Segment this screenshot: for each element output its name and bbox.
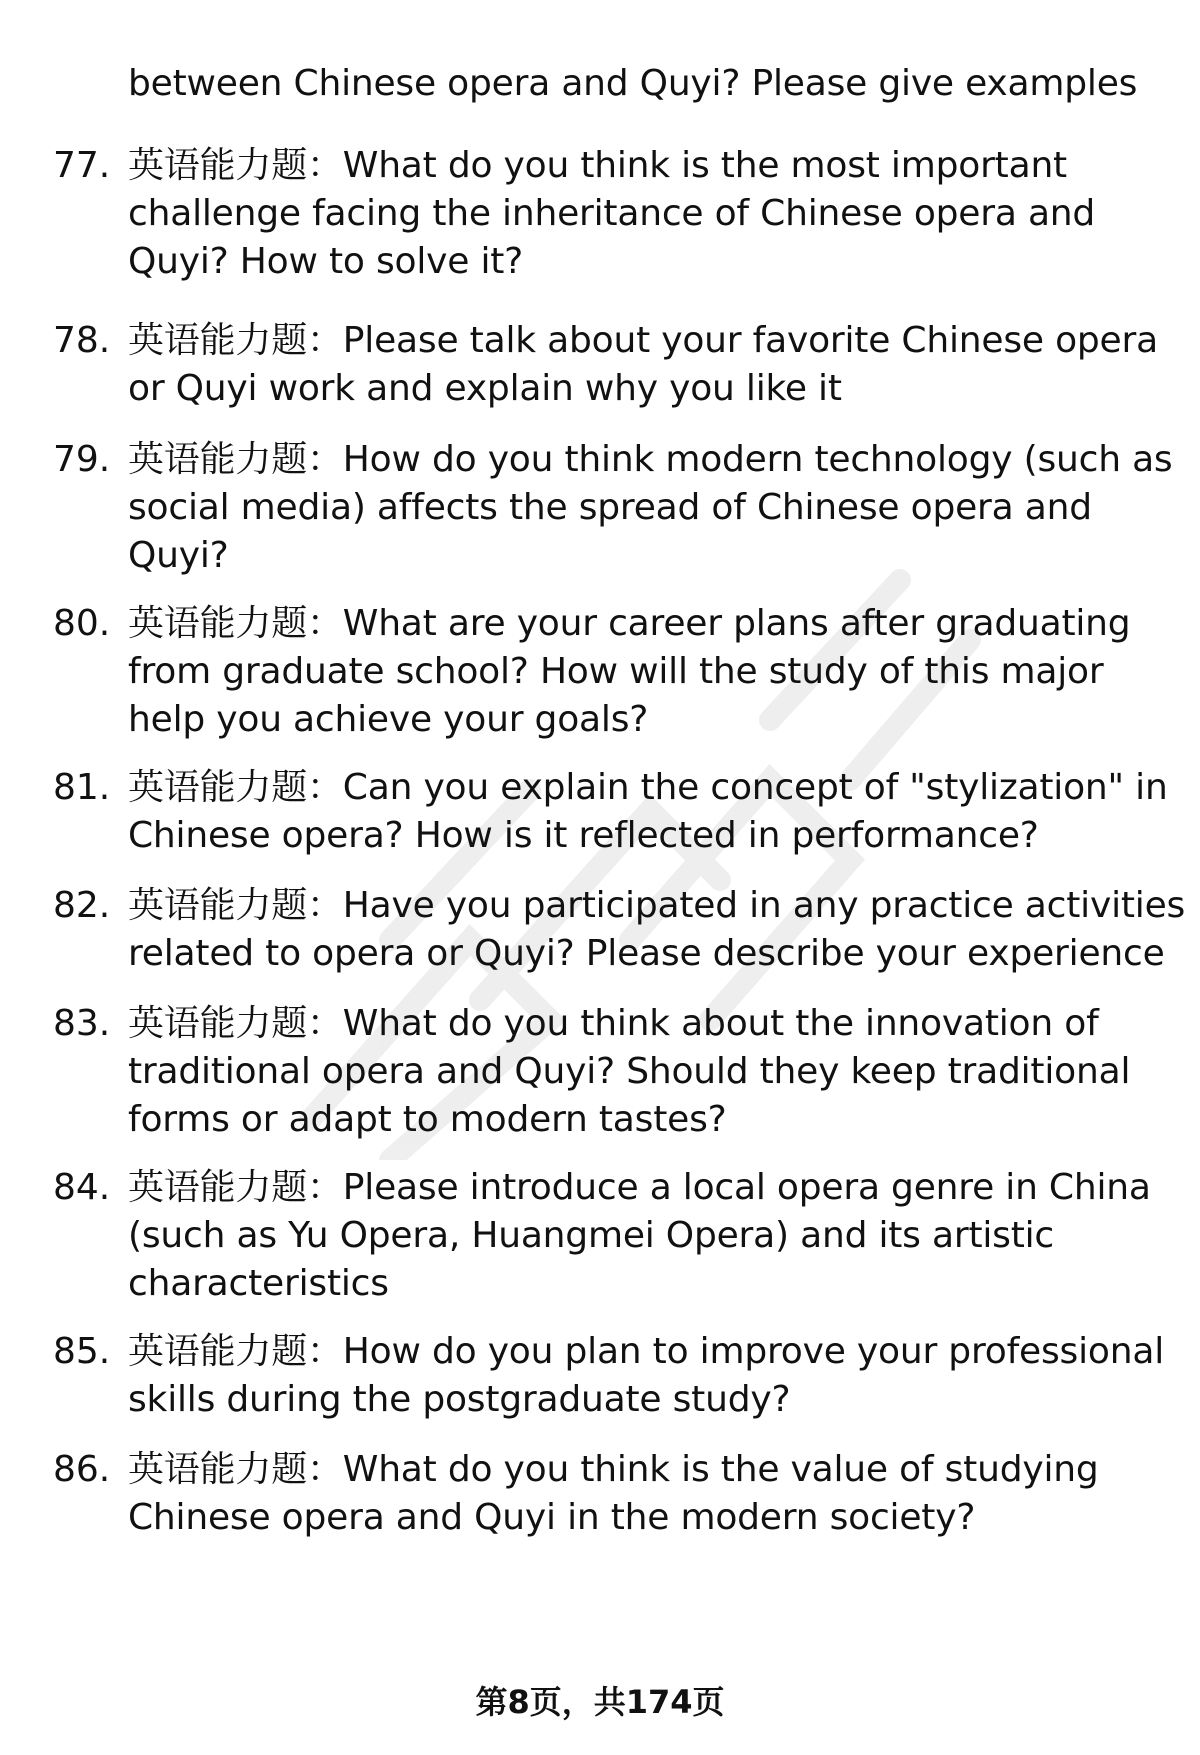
question-item [0, 1328, 1200, 1424]
question-number: 83. [53, 1003, 111, 1044]
question-item [0, 317, 1200, 413]
question-item [0, 1164, 1200, 1308]
question-number: 78. [53, 320, 111, 361]
question-item [0, 600, 1200, 744]
question-item [0, 436, 1200, 580]
question-number: 82. [53, 885, 111, 926]
question-text: 英语能力题：Please introduce a local opera genre in China (such as Yu Opera, Huangmei Opera) and its artistic characteristics [128, 1167, 1151, 1304]
question-number: 77. [53, 145, 111, 186]
question-text: 英语能力题：What do you think is the value of studying Chinese opera and Quyi in the modern society? [128, 1449, 1099, 1538]
question-text: 英语能力题：Please talk about your favorite Chinese opera or Quyi work and explain why you like it [128, 320, 1158, 409]
question-item [0, 882, 1200, 978]
question-number: 85. [53, 1331, 111, 1372]
question-item [0, 1446, 1200, 1542]
question-number: 86. [53, 1449, 111, 1490]
question-text: 英语能力题：Can you explain the concept of "stylization" in Chinese opera? How is it reflected in performance? [128, 767, 1168, 856]
question-text: 英语能力题：How do you think modern technology (such as social media) affects the spread of Chinese opera and Quyi? [128, 439, 1173, 576]
question-text: 英语能力题：What do you think about the innovation of traditional opera and Quyi? Should they keep traditional forms or adapt to modern tastes? [128, 1003, 1131, 1140]
question-text: 英语能力题：How do you plan to improve your professional skills during the postgraduate study? [128, 1331, 1165, 1420]
question-number: 79. [53, 439, 111, 480]
question-text: 英语能力题：Have you participated in any practice activities related to opera or Quyi? Please describe your experience [128, 885, 1186, 974]
question-list [0, 142, 1200, 1542]
question-number: 84. [53, 1167, 111, 1208]
question-item [0, 142, 1200, 286]
question-number: 80. [53, 603, 111, 644]
question-text: 英语能力题：What are your career plans after graduating from graduate school? How will the study of this major help you achieve your goals? [128, 603, 1131, 740]
question-number: 81. [53, 767, 111, 808]
question-text: 英语能力题：What do you think is the most important challenge facing the inheritance of Chinese opera and Quyi? How to solve it? [128, 145, 1096, 282]
continued-question-text: between Chinese opera and Quyi? Please give examples [128, 63, 1138, 104]
page-footer: 第8页，共174页 [475, 1683, 725, 1721]
question-item [0, 1000, 1200, 1144]
question-item [0, 764, 1200, 860]
